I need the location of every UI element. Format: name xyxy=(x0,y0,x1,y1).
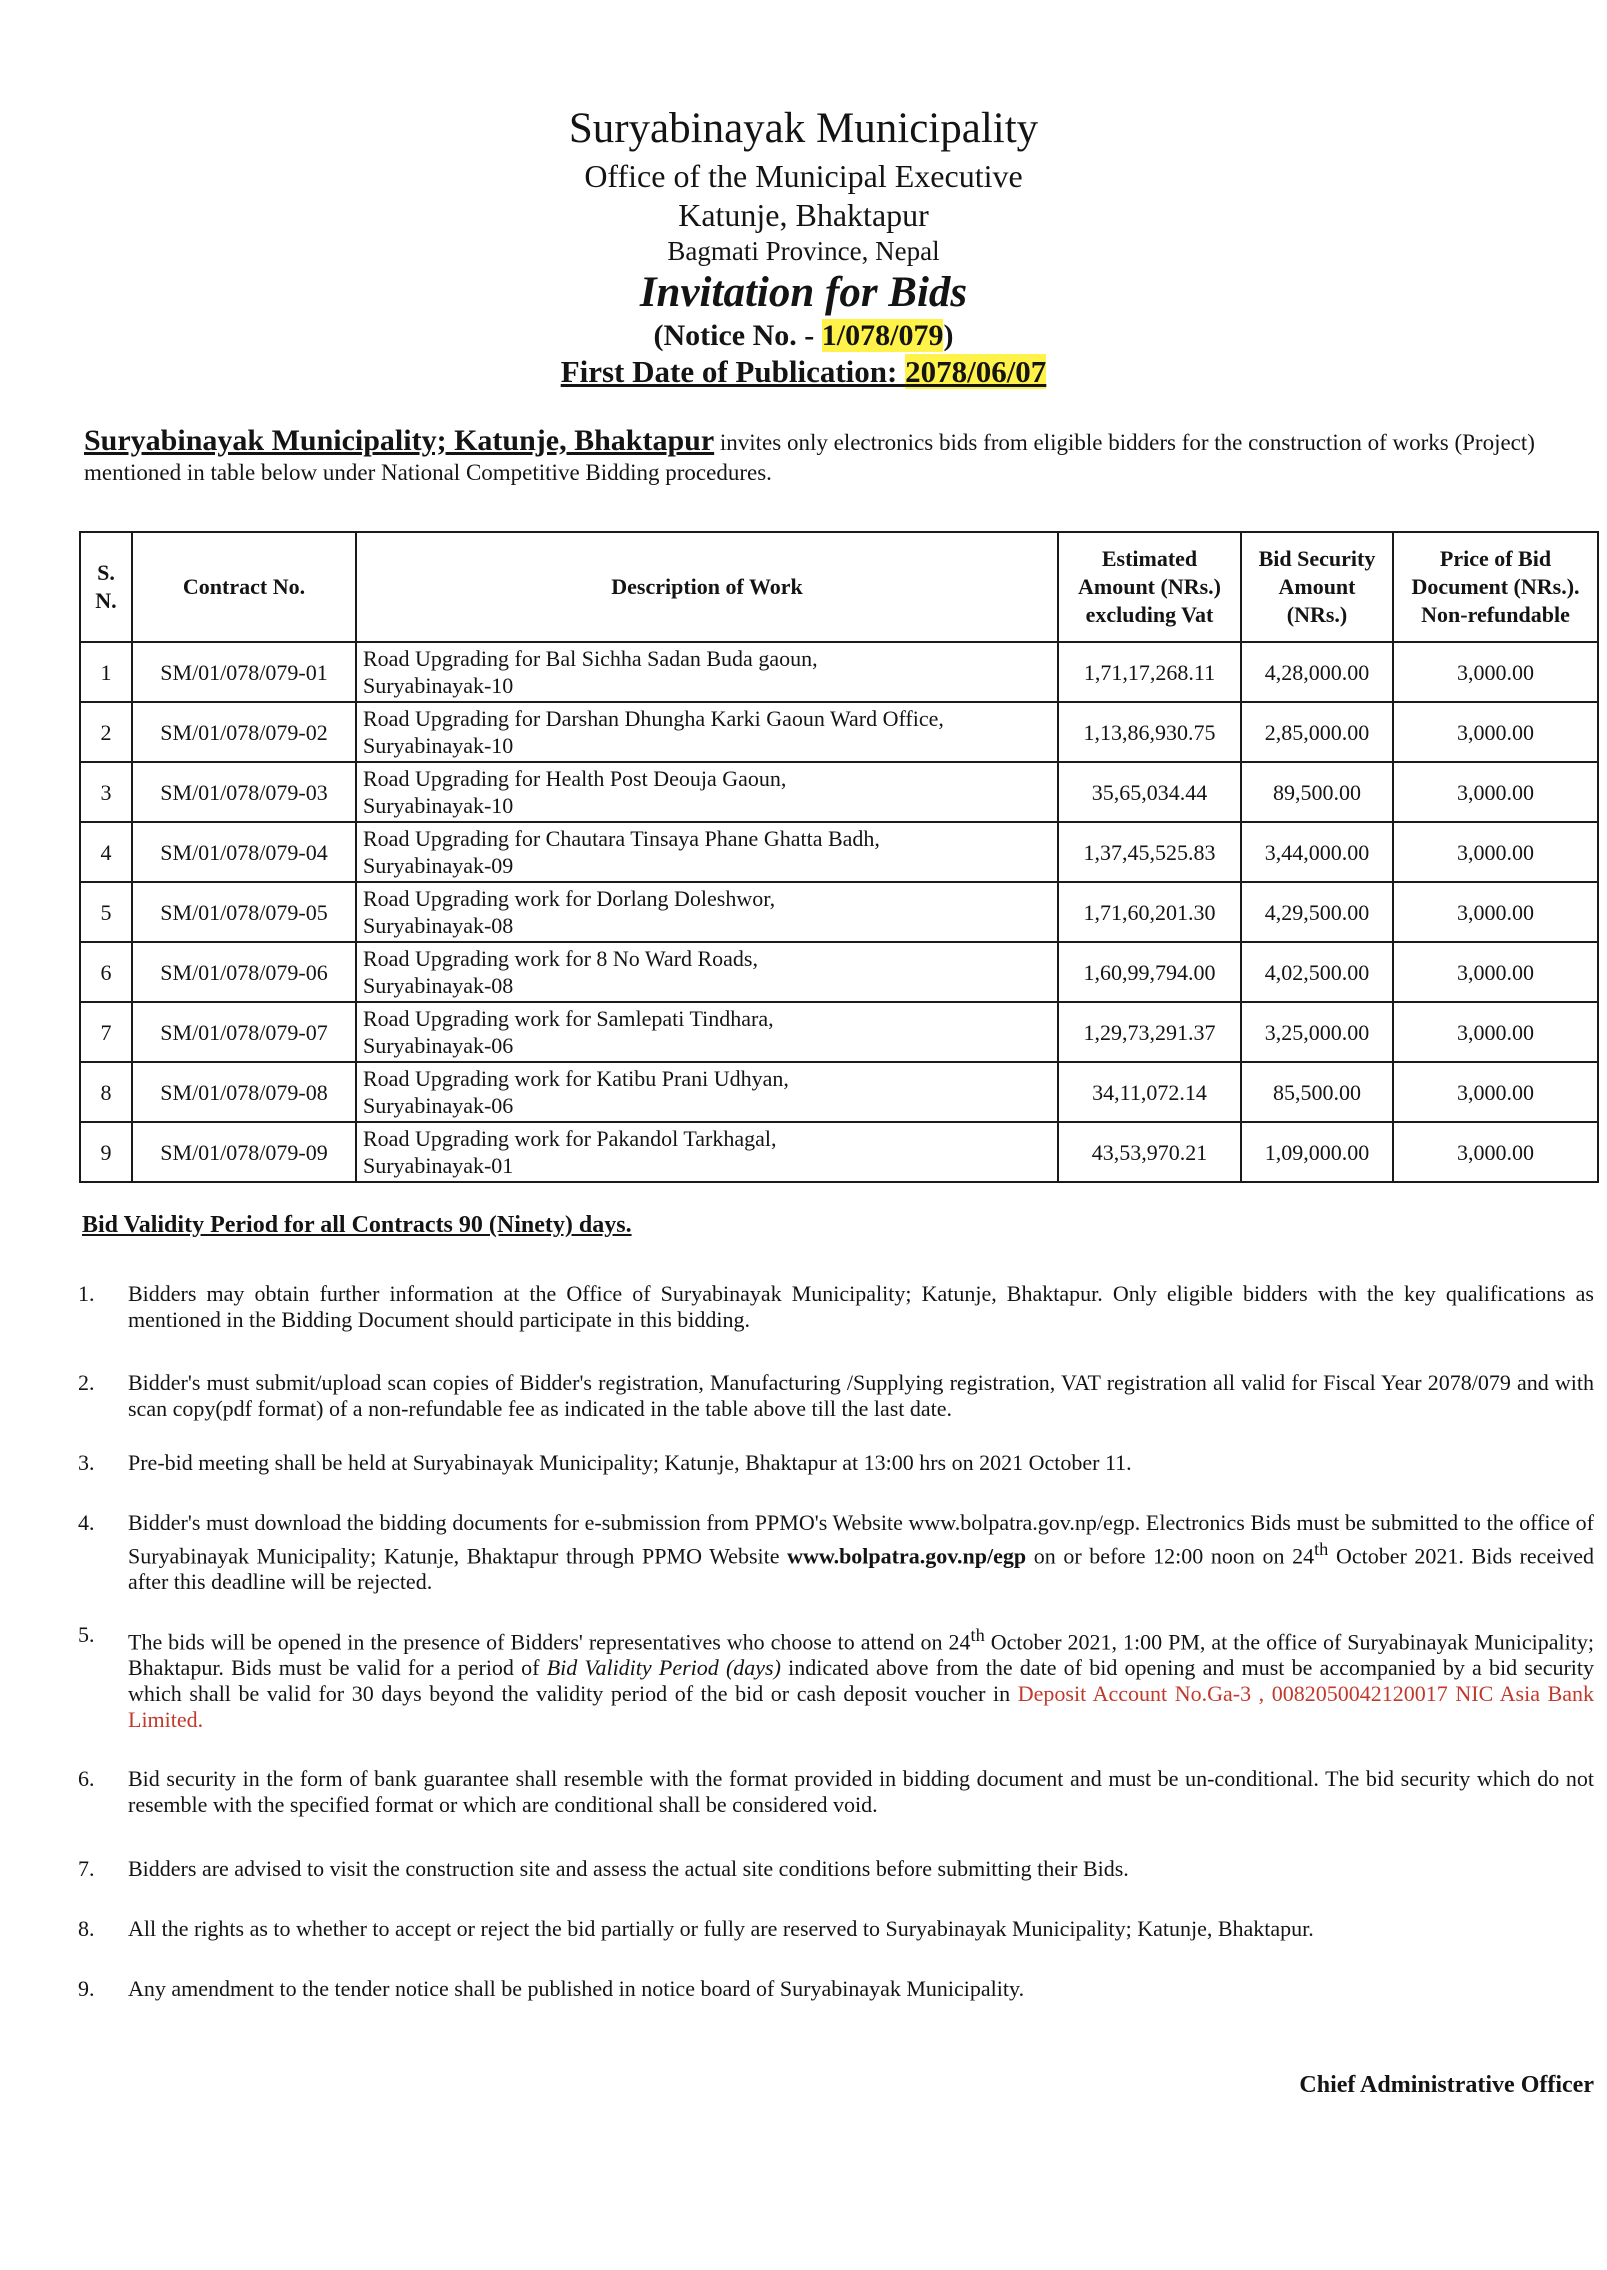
cell-document-price: 3,000.00 xyxy=(1393,762,1598,822)
signatory-title: Chief Administrative Officer xyxy=(1299,2072,1594,2098)
office-address: Katunje, Bhaktapur xyxy=(678,197,929,233)
cell-estimated-amount: 1,37,45,525.83 xyxy=(1058,822,1241,882)
cell-document-price: 3,000.00 xyxy=(1393,822,1598,882)
cell-description xyxy=(356,882,1058,942)
item-text-b: October 2021, 1:00 PM, at the office of Suryabinayak Municipality; Bhaktapur. Bids must be valid for a period of xyxy=(128,1629,1594,1681)
cell-document-price: 3,000.00 xyxy=(1393,702,1598,762)
cell-contract-no: SM/01/078/079-02 xyxy=(132,702,356,762)
table-row xyxy=(80,1122,1598,1182)
cell-bid-security: 89,500.00 xyxy=(1241,762,1393,822)
cell-contract-no: SM/01/078/079-07 xyxy=(132,1002,356,1062)
table-row xyxy=(80,762,1598,822)
cell-sn: 1 xyxy=(80,642,132,702)
item-number: 2. xyxy=(78,1370,95,1395)
intro-org: Suryabinayak Municipality; Katunje, Bhaktapur xyxy=(84,424,715,457)
cell-description xyxy=(356,702,1058,762)
item-text: Bidders may obtain further information at the Office of Suryabinayak Municipality; Katunje, Bhaktapur. Only eligible bidders with the key qualifications as mentioned in the Bidding Document should participate in this bidding. xyxy=(128,1281,1594,1332)
cell-bid-security: 3,44,000.00 xyxy=(1241,822,1393,882)
cell-bid-security: 4,28,000.00 xyxy=(1241,642,1393,702)
item-text: Bidder's must submit/upload scan copies of Bidder's registration, Manufacturing /Supplying registration, VAT registration all valid for Fiscal Year 2078/079 and with scan copy(pdf format) of a non-refundable fee as indicated in the table above till the last date. xyxy=(128,1370,1594,1421)
intro-text: invites only electronics bids from eligible bidders for the construction of works (Project) mentioned in table below under National Competitive Bidding procedures. xyxy=(84,430,1535,485)
work-location: Suryabinayak-09 xyxy=(363,853,514,878)
work-location: Suryabinayak-10 xyxy=(363,673,514,698)
publication-label: First Date of Publication: xyxy=(560,354,906,389)
cell-bid-security: 85,500.00 xyxy=(1241,1062,1393,1122)
item-text: All the rights as to whether to accept or reject the bid partially or fully are reserved to Suryabinayak Municipality; Katunje, Bhaktapur. xyxy=(128,1916,1314,1941)
item-text-c: indicated above from the date of bid opening and must be accompanied by a bid security which shall be valid for 30 days beyond the validity period of the bid or cash deposit voucher in xyxy=(128,1655,1595,1707)
municipality-name: Suryabinayak Municipality xyxy=(568,105,1039,152)
work-location: Suryabinayak-06 xyxy=(363,1093,514,1118)
cell-contract-no: SM/01/078/079-05 xyxy=(132,882,356,942)
cell-description xyxy=(356,762,1058,822)
notice-number-line xyxy=(0,319,1607,353)
cell-description xyxy=(356,1062,1058,1122)
publication-date-line xyxy=(0,354,1607,390)
cell-sn: 3 xyxy=(80,762,132,822)
cell-sn: 7 xyxy=(80,1002,132,1062)
work-title: Road Upgrading work for Katibu Prani Udhyan, xyxy=(363,1066,789,1091)
item-text-a: The bids will be opened in the presence of Bidders' representatives who choose to attend on 24 xyxy=(128,1629,971,1655)
cell-estimated-amount: 1,60,99,794.00 xyxy=(1058,942,1241,1002)
item-text xyxy=(128,1510,1594,1595)
cell-document-price: 3,000.00 xyxy=(1393,942,1598,1002)
work-location: Suryabinayak-10 xyxy=(363,733,514,758)
work-title: Road Upgrading work for 8 No Ward Roads, xyxy=(363,946,758,971)
ordinal-suffix: th xyxy=(1314,1539,1329,1559)
header-document-price: Price of Bid Document (NRs.). Non-refundable xyxy=(1393,532,1598,642)
publication-date: 2078/06/07 xyxy=(905,354,1047,389)
cell-sn: 6 xyxy=(80,942,132,1002)
header-contract-no: Contract No. xyxy=(132,532,356,642)
table-header-row xyxy=(80,532,1598,642)
notice-title: Invitation for Bids xyxy=(639,269,968,316)
cell-estimated-amount: 1,71,60,201.30 xyxy=(1058,882,1241,942)
item-number: 7. xyxy=(78,1856,95,1881)
cell-sn: 2 xyxy=(80,702,132,762)
table-row xyxy=(80,702,1598,762)
cell-estimated-amount: 35,65,034.44 xyxy=(1058,762,1241,822)
item-number: 6. xyxy=(78,1766,95,1791)
cell-sn: 9 xyxy=(80,1122,132,1182)
cell-bid-security: 4,02,500.00 xyxy=(1241,942,1393,1002)
cell-estimated-amount: 34,11,072.14 xyxy=(1058,1062,1241,1122)
validity-period-term: Bid Validity Period (days) xyxy=(546,1655,781,1681)
cell-bid-security: 2,85,000.00 xyxy=(1241,702,1393,762)
bid-validity-period: Bid Validity Period for all Contracts 90 (Ninety) days. xyxy=(82,1212,632,1238)
cell-document-price: 3,000.00 xyxy=(1393,1062,1598,1122)
cell-bid-security: 1,09,000.00 xyxy=(1241,1122,1393,1182)
header-bid-security: Bid Security Amount (NRs.) xyxy=(1241,532,1393,642)
cell-contract-no: SM/01/078/079-09 xyxy=(132,1122,356,1182)
deposit-account: Deposit Account No.Ga-3 , 0082050042120017 NIC Asia Bank Limited. xyxy=(128,1681,1595,1733)
cell-sn: 4 xyxy=(80,822,132,882)
cell-bid-security: 3,25,000.00 xyxy=(1241,1002,1393,1062)
ordinal-suffix: th xyxy=(970,1625,985,1645)
item-number: 1. xyxy=(78,1281,95,1306)
cell-contract-no: SM/01/078/079-08 xyxy=(132,1062,356,1122)
cell-document-price: 3,000.00 xyxy=(1393,1002,1598,1062)
cell-description xyxy=(356,642,1058,702)
cell-sn: 8 xyxy=(80,1062,132,1122)
work-title: Road Upgrading work for Dorlang Doleshwor, xyxy=(363,886,776,911)
item-text-a: Bidder's must download the bidding documents for e-submission from PPMO's Website www.bolpatra.gov.np/egp. Electronics Bids must be submitted to the office of Suryabinayak Municipality; Katunje, Bhaktapur through PPMO Website xyxy=(128,1510,1594,1569)
cell-contract-no: SM/01/078/079-01 xyxy=(132,642,356,702)
item-number: 8. xyxy=(78,1916,95,1941)
work-location: Suryabinayak-08 xyxy=(363,913,514,938)
ppmo-website-link: www.bolpatra.gov.np/egp xyxy=(787,1543,1027,1569)
item-number: 3. xyxy=(78,1450,95,1475)
table-row xyxy=(80,642,1598,702)
work-title: Road Upgrading for Health Post Deouja Gaoun, xyxy=(363,766,787,791)
contracts-table xyxy=(79,531,1599,1183)
table-row xyxy=(80,822,1598,882)
item-number: 5. xyxy=(78,1622,95,1647)
work-location: Suryabinayak-01 xyxy=(363,1153,514,1178)
office-name: Office of the Municipal Executive xyxy=(584,158,1023,194)
cell-estimated-amount: 43,53,970.21 xyxy=(1058,1122,1241,1182)
item-text: Bidders are advised to visit the construction site and assess the actual site conditions before submitting their Bids. xyxy=(128,1856,1129,1881)
cell-description xyxy=(356,942,1058,1002)
item-text: Any amendment to the tender notice shall be published in notice board of Suryabinayak Municipality. xyxy=(128,1976,1025,2001)
table-row xyxy=(80,882,1598,942)
item-text: Bid security in the form of bank guarantee shall resemble with the format provided in bidding document and must be un-conditional. The bid security which do not resemble with the specified format or which are conditional shall be considered void. xyxy=(128,1766,1594,1817)
work-title: Road Upgrading for Darshan Dhungha Karki Gaoun Ward Office, xyxy=(363,706,944,731)
cell-bid-security: 4,29,500.00 xyxy=(1241,882,1393,942)
item-number: 4. xyxy=(78,1510,95,1535)
table-row xyxy=(80,1002,1598,1062)
work-title: Road Upgrading work for Pakandol Tarkhagal, xyxy=(363,1126,777,1151)
work-location: Suryabinayak-08 xyxy=(363,973,514,998)
cell-contract-no: SM/01/078/079-06 xyxy=(132,942,356,1002)
item-text-c: October 2021. Bids received after this deadline will be rejected. xyxy=(128,1543,1595,1595)
notice-suffix: ) xyxy=(943,319,954,352)
cell-estimated-amount: 1,71,17,268.11 xyxy=(1058,642,1241,702)
notice-prefix: (Notice No. - xyxy=(653,319,822,352)
cell-description xyxy=(356,1002,1058,1062)
header-description: Description of Work xyxy=(356,532,1058,642)
cell-document-price: 3,000.00 xyxy=(1393,1122,1598,1182)
cell-estimated-amount: 1,29,73,291.37 xyxy=(1058,1002,1241,1062)
item-text-b: on or before 12:00 noon on 24 xyxy=(1026,1543,1315,1569)
province: Bagmati Province, Nepal xyxy=(667,236,940,266)
cell-sn: 5 xyxy=(80,882,132,942)
header-estimated-amount: Estimated Amount (NRs.) excluding Vat xyxy=(1058,532,1241,642)
intro-paragraph xyxy=(84,426,1594,488)
item-text xyxy=(128,1622,1594,1733)
cell-contract-no: SM/01/078/079-04 xyxy=(132,822,356,882)
notice-number: 1/078/079 xyxy=(821,319,944,352)
work-title: Road Upgrading for Bal Sichha Sadan Buda gaoun, xyxy=(363,646,818,671)
work-title: Road Upgrading for Chautara Tinsaya Phane Ghatta Badh, xyxy=(363,826,880,851)
cell-document-price: 3,000.00 xyxy=(1393,642,1598,702)
item-text: Pre-bid meeting shall be held at Suryabinayak Municipality; Katunje, Bhaktapur at 13:00 hrs on 2021 October 11. xyxy=(128,1450,1132,1475)
cell-description xyxy=(356,822,1058,882)
cell-estimated-amount: 1,13,86,930.75 xyxy=(1058,702,1241,762)
cell-contract-no: SM/01/078/079-03 xyxy=(132,762,356,822)
table-row xyxy=(80,1062,1598,1122)
cell-document-price: 3,000.00 xyxy=(1393,882,1598,942)
work-location: Suryabinayak-06 xyxy=(363,1033,514,1058)
table-row xyxy=(80,942,1598,1002)
work-title: Road Upgrading work for Samlepati Tindhara, xyxy=(363,1006,774,1031)
work-location: Suryabinayak-10 xyxy=(363,793,514,818)
header-sn: S. N. xyxy=(80,532,132,642)
cell-description xyxy=(356,1122,1058,1182)
item-number: 9. xyxy=(78,1976,95,2001)
